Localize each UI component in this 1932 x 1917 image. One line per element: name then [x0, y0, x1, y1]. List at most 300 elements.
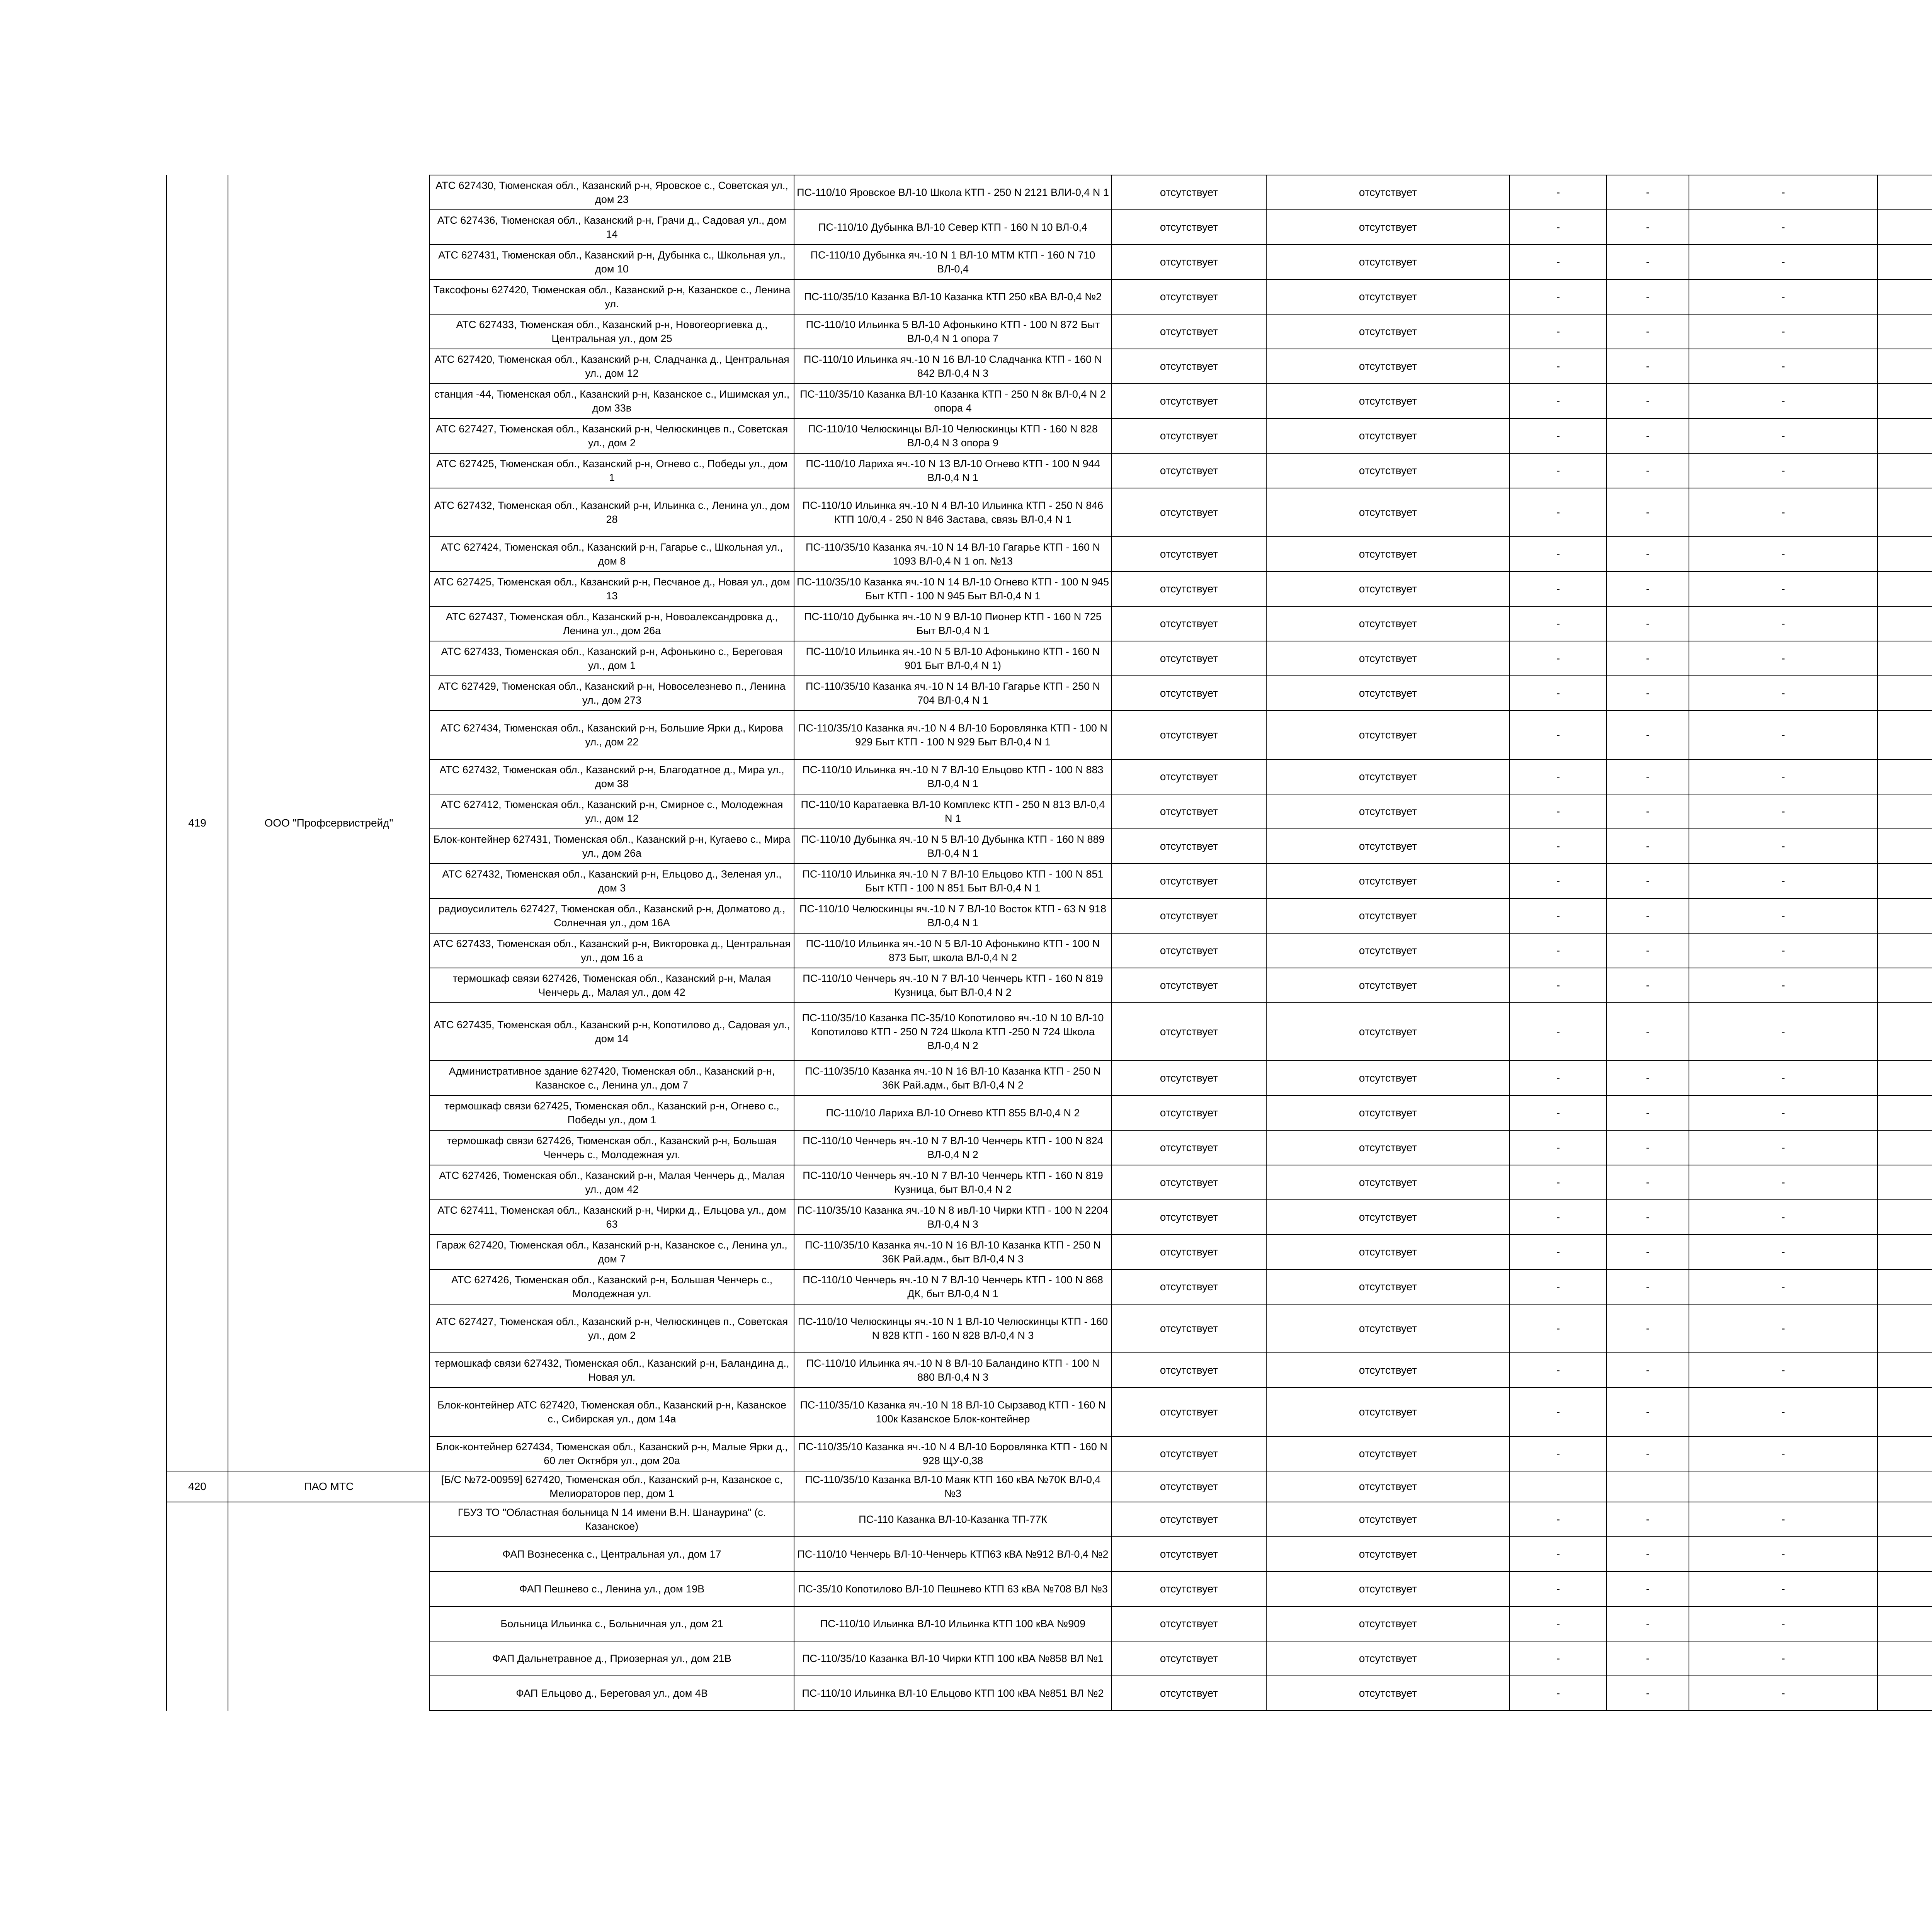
value-cell-7: - [1689, 968, 1878, 1003]
status-cell-2: отсутствует [1266, 1061, 1510, 1095]
table-row [167, 384, 1932, 418]
status-cell-2: отсутствует [1266, 1200, 1510, 1235]
table-row [167, 711, 1932, 759]
value-cell-7: - [1689, 1676, 1878, 1711]
table-row [167, 175, 1932, 210]
value-cell-6: - [1607, 711, 1689, 759]
value-cell-5: - [1510, 794, 1607, 829]
value-cell-6: - [1607, 1061, 1689, 1095]
object-cell: Блок-контейнер АТС 627420, Тюменская обл., Казанский р-н, Казанское с., Сибирская ул., дом 14а [430, 1388, 794, 1436]
value-cell-5: - [1510, 488, 1607, 537]
status-cell-1: отсутствует [1112, 314, 1266, 349]
status-cell-1: отсутствует [1112, 384, 1266, 418]
status-cell-1: отсутствует [1112, 1200, 1266, 1235]
value-cell-7: - [1689, 453, 1878, 488]
value-cell-5: - [1510, 245, 1607, 279]
status-cell-2: отсутствует [1266, 279, 1510, 314]
value-cell-8 [1878, 537, 1932, 572]
object-cell: термошкаф связи 627426, Тюменская обл., Казанский р-н, Большая Ченчерь с., Молодежная ул. [430, 1130, 794, 1165]
value-cell-8 [1878, 1200, 1932, 1235]
table-row [167, 1235, 1932, 1269]
value-cell-7: - [1689, 864, 1878, 898]
value-cell-6: - [1607, 572, 1689, 606]
status-cell-2: отсутствует [1266, 898, 1510, 933]
object-cell: АТС 627425, Тюменская обл., Казанский р-н, Огнево с., Победы ул., дом 1 [430, 453, 794, 488]
status-cell-1: отсутствует [1112, 1130, 1266, 1165]
table-row [167, 488, 1932, 537]
status-cell-1: отсутствует [1112, 641, 1266, 676]
table-row [167, 1130, 1932, 1165]
supply-line-cell: ПС-110/10 Ильинка яч.-10 N 7 ВЛ-10 Ельцово КТП - 100 N 883 ВЛ-0,4 N 1 [794, 759, 1112, 794]
value-cell-6: - [1607, 1304, 1689, 1353]
status-cell-2: отсутствует [1266, 1130, 1510, 1165]
status-cell-2: отсутствует [1266, 418, 1510, 453]
status-cell-2: отсутствует [1266, 711, 1510, 759]
value-cell-6: - [1607, 1003, 1689, 1061]
value-cell-5: - [1510, 933, 1607, 968]
value-cell-6: - [1607, 1641, 1689, 1676]
value-cell-5: - [1510, 1641, 1607, 1676]
value-cell-8 [1878, 1353, 1932, 1388]
status-cell-1: отсутствует [1112, 968, 1266, 1003]
value-cell-5: - [1510, 210, 1607, 245]
status-cell-1: отсутствует [1112, 1537, 1266, 1572]
value-cell-8 [1878, 1436, 1932, 1471]
value-cell-5: - [1510, 175, 1607, 210]
value-cell-7: - [1689, 676, 1878, 711]
value-cell-8 [1878, 1235, 1932, 1269]
object-cell: ФАП Дальнетравное д., Приозерная ул., дом 21В [430, 1641, 794, 1676]
table-row [167, 864, 1932, 898]
status-cell-2: отсутствует [1266, 933, 1510, 968]
value-cell-8 [1878, 641, 1932, 676]
value-cell-8 [1878, 1095, 1932, 1130]
status-cell-1: отсутствует [1112, 245, 1266, 279]
supply-line-cell: ПС-110/10 Челюскинцы яч.-10 N 7 ВЛ-10 Восток КТП - 63 N 918 ВЛ-0,4 N 1 [794, 898, 1112, 933]
table-row [167, 794, 1932, 829]
object-cell: Таксофоны 627420, Тюменская обл., Казанский р-н, Казанское с., Ленина ул. [430, 279, 794, 314]
status-cell-1: отсутствует [1112, 572, 1266, 606]
table-row [167, 968, 1932, 1003]
value-cell-7: - [1689, 1606, 1878, 1641]
status-cell-1: отсутствует [1112, 1436, 1266, 1471]
object-cell: АТС 627436, Тюменская обл., Казанский р-н, Грачи д., Садовая ул., дом 14 [430, 210, 794, 245]
value-cell-7: - [1689, 572, 1878, 606]
status-cell-1: отсутствует [1112, 210, 1266, 245]
value-cell-7: - [1689, 1130, 1878, 1165]
status-cell-2: отсутствует [1266, 968, 1510, 1003]
supply-line-cell: ПС-110/35/10 Казанка яч.-10 N 4 ВЛ-10 Боровлянка КТП - 100 N 929 Быт КТП - 100 N 929 Быт ВЛ-0,4 N 1 [794, 711, 1112, 759]
supply-line-cell: ПС-110/10 Лариха яч.-10 N 13 ВЛ-10 Огнево КТП - 100 N 944 ВЛ-0,4 N 1 [794, 453, 1112, 488]
supply-line-cell: ПС-110/10 Ильинка яч.-10 N 16 ВЛ-10 Сладчанка КТП - 160 N 842 ВЛ-0,4 N 3 [794, 349, 1112, 384]
supply-line-cell: ПС-110/10 Дубынка яч.-10 N 9 ВЛ-10 Пионер КТП - 160 N 725 Быт ВЛ-0,4 N 1 [794, 606, 1112, 641]
supply-line-cell: ПС-110/35/10 Казанка яч.-10 N 14 ВЛ-10 Гагарье КТП - 160 N 1093 ВЛ-0,4 N 1 оп. №13 [794, 537, 1112, 572]
value-cell-6: - [1607, 1676, 1689, 1711]
supply-line-cell: ПС-110 Казанка ВЛ-10-Казанка ТП-77К [794, 1502, 1112, 1537]
table-row [167, 1095, 1932, 1130]
value-cell-5: - [1510, 1388, 1607, 1436]
value-cell-6: - [1607, 1537, 1689, 1572]
value-cell-6: - [1607, 537, 1689, 572]
object-cell: АТС 627433, Тюменская обл., Казанский р-н, Викторовка д., Центральная ул., дом 16 а [430, 933, 794, 968]
value-cell-8 [1878, 1471, 1932, 1502]
value-cell-8 [1878, 175, 1932, 210]
table-row [167, 676, 1932, 711]
status-cell-1: отсутствует [1112, 1003, 1266, 1061]
status-cell-1: отсутствует [1112, 606, 1266, 641]
value-cell-8 [1878, 1165, 1932, 1200]
value-cell-8 [1878, 676, 1932, 711]
status-cell-1: отсутствует [1112, 794, 1266, 829]
value-cell-6: - [1607, 968, 1689, 1003]
value-cell-7 [1689, 1471, 1878, 1502]
value-cell-7: - [1689, 349, 1878, 384]
value-cell-5: - [1510, 453, 1607, 488]
value-cell-5: - [1510, 968, 1607, 1003]
object-cell: АТС 627425, Тюменская обл., Казанский р-н, Песчаное д., Новая ул., дом 13 [430, 572, 794, 606]
value-cell-8 [1878, 1130, 1932, 1165]
object-cell: АТС 627427, Тюменская обл., Казанский р-н, Челюскинцев п., Советская ул., дом 2 [430, 1304, 794, 1353]
value-cell-8 [1878, 245, 1932, 279]
value-cell-5: - [1510, 1537, 1607, 1572]
supply-line-cell: ПС-110/35/10 Казанка яч.-10 N 18 ВЛ-10 Сырзавод КТП - 160 N 100к Казанское Блок-контейнер [794, 1388, 1112, 1436]
value-cell-7: - [1689, 1304, 1878, 1353]
status-cell-1: отсутствует [1112, 711, 1266, 759]
value-cell-5: - [1510, 1130, 1607, 1165]
object-cell: ГБУЗ ТО "Областная больница N 14 имени В.Н. Шанаурина" (с. Казанское) [430, 1502, 794, 1537]
status-cell-1: отсутствует [1112, 1388, 1266, 1436]
value-cell-5: - [1510, 1436, 1607, 1471]
status-cell-1: отсутствует [1112, 1502, 1266, 1537]
status-cell-2: отсутствует [1266, 1003, 1510, 1061]
value-cell-6: - [1607, 349, 1689, 384]
value-cell-7: - [1689, 641, 1878, 676]
object-cell: АТС 627431, Тюменская обл., Казанский р-н, Дубынка с., Школьная ул., дом 10 [430, 245, 794, 279]
value-cell-6: - [1607, 829, 1689, 864]
value-cell-6: - [1607, 175, 1689, 210]
value-cell-5: - [1510, 641, 1607, 676]
table-row [167, 1003, 1932, 1061]
table-row [167, 1269, 1932, 1304]
value-cell-5: - [1510, 1235, 1607, 1269]
value-cell-7: - [1689, 933, 1878, 968]
value-cell-6: - [1607, 1200, 1689, 1235]
supply-line-cell: ПС-110/10 Каратаевка ВЛ-10 Комплекс КТП - 250 N 813 ВЛ-0,4 N 1 [794, 794, 1112, 829]
status-cell-1: отсутствует [1112, 279, 1266, 314]
value-cell-7: - [1689, 418, 1878, 453]
object-cell: ФАП Вознесенка с., Центральная ул., дом 17 [430, 1537, 794, 1572]
value-cell-7: - [1689, 245, 1878, 279]
status-cell-2: отсутствует [1266, 349, 1510, 384]
value-cell-8 [1878, 933, 1932, 968]
status-cell-2: отсутствует [1266, 1606, 1510, 1641]
object-cell: Блок-контейнер 627434, Тюменская обл., Казанский р-н, Малые Ярки д., 60 лет Октября ул., дом 20а [430, 1436, 794, 1471]
supply-line-cell: ПС-35/10 Копотилово ВЛ-10 Пешнево КТП 63 кВА №708 ВЛ №3 [794, 1572, 1112, 1606]
object-cell: АТС 627426, Тюменская обл., Казанский р-н, Малая Ченчерь д., Малая ул., дом 42 [430, 1165, 794, 1200]
status-cell-2: отсутствует [1266, 1304, 1510, 1353]
status-cell-2: отсутствует [1266, 453, 1510, 488]
object-cell: АТС 627432, Тюменская обл., Казанский р-н, Благодатное д., Мира ул., дом 38 [430, 759, 794, 794]
status-cell-1: отсутствует [1112, 418, 1266, 453]
value-cell-5: - [1510, 676, 1607, 711]
supply-line-cell: ПС-110/10 Дубынка яч.-10 N 5 ВЛ-10 Дубынка КТП - 160 N 889 ВЛ-0,4 N 1 [794, 829, 1112, 864]
table-row [167, 898, 1932, 933]
object-cell: АТС 627433, Тюменская обл., Казанский р-н, Новогеоргиевка д., Центральная ул., дом 25 [430, 314, 794, 349]
status-cell-2: отсутствует [1266, 641, 1510, 676]
value-cell-7: - [1689, 279, 1878, 314]
value-cell-8 [1878, 488, 1932, 537]
value-cell-5: - [1510, 279, 1607, 314]
supply-line-cell: ПС-110/10 Дубынка яч.-10 N 1 ВЛ-10 МТМ КТП - 160 N 710 ВЛ-0,4 [794, 245, 1112, 279]
object-cell: станция -44, Тюменская обл., Казанский р-н, Казанское с., Ишимская ул., дом 33в [430, 384, 794, 418]
value-cell-6: - [1607, 864, 1689, 898]
value-cell-6: - [1607, 245, 1689, 279]
status-cell-2: отсутствует [1266, 759, 1510, 794]
value-cell-7: - [1689, 1165, 1878, 1200]
value-cell-8 [1878, 759, 1932, 794]
table-body [167, 175, 1932, 1711]
supply-line-cell: ПС-110/35/10 Казанка яч.-10 N 14 ВЛ-10 Гагарье КТП - 250 N 704 ВЛ-0,4 N 1 [794, 676, 1112, 711]
value-cell-6: - [1607, 1095, 1689, 1130]
status-cell-2: отсутствует [1266, 314, 1510, 349]
status-cell-2: отсутствует [1266, 245, 1510, 279]
value-cell-7: - [1689, 488, 1878, 537]
status-cell-1: отсутствует [1112, 488, 1266, 537]
table-row [167, 1606, 1932, 1641]
status-cell-2: отсутствует [1266, 1388, 1510, 1436]
status-cell-1: отсутствует [1112, 676, 1266, 711]
value-cell-7: - [1689, 210, 1878, 245]
supply-line-cell: ПС-110/10 Ильинка ВЛ-10 Ельцово КТП 100 кВА №851 ВЛ №2 [794, 1676, 1112, 1711]
object-cell: ФАП Пешнево с., Ленина ул., дом 19В [430, 1572, 794, 1606]
value-cell-6: - [1607, 210, 1689, 245]
supply-line-cell: ПС-110/10 Ченчерь яч.-10 N 7 ВЛ-10 Ченчерь КТП - 100 N 824 ВЛ-0,4 N 2 [794, 1130, 1112, 1165]
status-cell-2: отсутствует [1266, 210, 1510, 245]
object-cell: АТС 627434, Тюменская обл., Казанский р-н, Большие Ярки д., Кирова ул., дом 22 [430, 711, 794, 759]
value-cell-5: - [1510, 349, 1607, 384]
object-cell: термошкаф связи 627432, Тюменская обл., Казанский р-н, Баландина д., Новая ул. [430, 1353, 794, 1388]
value-cell-6: - [1607, 1130, 1689, 1165]
status-cell-2: отсутствует [1266, 1095, 1510, 1130]
table-row [167, 537, 1932, 572]
value-cell-6: - [1607, 453, 1689, 488]
value-cell-8 [1878, 1606, 1932, 1641]
value-cell-6: - [1607, 1572, 1689, 1606]
value-cell-5 [1510, 1471, 1607, 1502]
value-cell-5: - [1510, 1200, 1607, 1235]
status-cell-1: отсутствует [1112, 1606, 1266, 1641]
value-cell-5: - [1510, 537, 1607, 572]
value-cell-8 [1878, 711, 1932, 759]
status-cell-1: отсутствует [1112, 829, 1266, 864]
value-cell-6: - [1607, 384, 1689, 418]
value-cell-7: - [1689, 711, 1878, 759]
value-cell-8 [1878, 1003, 1932, 1061]
value-cell-7: - [1689, 1003, 1878, 1061]
object-cell: Гараж 627420, Тюменская обл., Казанский р-н, Казанское с., Ленина ул., дом 7 [430, 1235, 794, 1269]
value-cell-8 [1878, 453, 1932, 488]
supply-line-cell: ПС-110/35/10 Казанка яч.-10 N 8 ивЛ-10 Чирки КТП - 100 N 2204 ВЛ-0,4 N 3 [794, 1200, 1112, 1235]
status-cell-1: отсутствует [1112, 864, 1266, 898]
value-cell-7: - [1689, 898, 1878, 933]
table-row [167, 245, 1932, 279]
table-row [167, 1502, 1932, 1537]
value-cell-7: - [1689, 1353, 1878, 1388]
status-cell-1: отсутствует [1112, 1095, 1266, 1130]
value-cell-5: - [1510, 1676, 1607, 1711]
status-cell-2: отсутствует [1266, 1269, 1510, 1304]
supply-line-cell: ПС-110/10 Ченчерь яч.-10 N 7 ВЛ-10 Ченчерь КТП - 160 N 819 Кузница, быт ВЛ-0,4 N 2 [794, 968, 1112, 1003]
status-cell-1: отсутствует [1112, 1165, 1266, 1200]
value-cell-6: - [1607, 1606, 1689, 1641]
value-cell-8 [1878, 279, 1932, 314]
value-cell-8 [1878, 314, 1932, 349]
status-cell-1: отсутствует [1112, 1572, 1266, 1606]
object-cell: Административное здание 627420, Тюменская обл., Казанский р-н, Казанское с., Ленина ул., дом 7 [430, 1061, 794, 1095]
value-cell-6: - [1607, 488, 1689, 537]
value-cell-8 [1878, 1676, 1932, 1711]
status-cell-1: отсутствует [1112, 1641, 1266, 1676]
value-cell-8 [1878, 1269, 1932, 1304]
value-cell-6 [1607, 1471, 1689, 1502]
value-cell-7: - [1689, 314, 1878, 349]
value-cell-7: - [1689, 1235, 1878, 1269]
status-cell-1: отсутствует [1112, 537, 1266, 572]
value-cell-5: - [1510, 1572, 1607, 1606]
object-cell: АТС 627427, Тюменская обл., Казанский р-н, Челюскинцев п., Советская ул., дом 2 [430, 418, 794, 453]
status-cell-2: отсутствует [1266, 1537, 1510, 1572]
table-row [167, 1676, 1932, 1711]
status-cell-1: отсутствует [1112, 1235, 1266, 1269]
value-cell-5: - [1510, 1502, 1607, 1537]
value-cell-6: - [1607, 1502, 1689, 1537]
value-cell-7: - [1689, 1537, 1878, 1572]
table-row [167, 1388, 1932, 1436]
status-cell-2: отсутствует [1266, 1502, 1510, 1537]
table-row [167, 1436, 1932, 1471]
group-number-cell [167, 1502, 228, 1711]
status-cell-2: отсутствует [1266, 829, 1510, 864]
value-cell-6: - [1607, 759, 1689, 794]
supply-line-cell: ПС-110/10 Ильинка яч.-10 N 5 ВЛ-10 Афонькино КТП - 160 N 901 Быт ВЛ-0,4 N 1) [794, 641, 1112, 676]
object-cell: АТС 627424, Тюменская обл., Казанский р-н, Гагарье с., Школьная ул., дом 8 [430, 537, 794, 572]
value-cell-8 [1878, 898, 1932, 933]
status-cell-1: отсутствует [1112, 1269, 1266, 1304]
object-cell: АТС 627430, Тюменская обл., Казанский р-н, Яровское с., Советская ул., дом 23 [430, 175, 794, 210]
object-cell: АТС 627433, Тюменская обл., Казанский р-н, Афонькино с., Береговая ул., дом 1 [430, 641, 794, 676]
object-cell: ФАП Ельцово д., Береговая ул., дом 4В [430, 1676, 794, 1711]
supply-line-cell: ПС-110/35/10 Казанка яч.-10 N 16 ВЛ-10 Казанка КТП - 250 N 36К Рай.адм., быт ВЛ-0,4 N 2 [794, 1061, 1112, 1095]
value-cell-6: - [1607, 1235, 1689, 1269]
status-cell-1: отсутствует [1112, 349, 1266, 384]
supply-line-cell: ПС-110/35/10 Казанка ПС-35/10 Копотилово яч.-10 N 10 ВЛ-10 Копотилово КТП - 250 N 724 Школа КТП -250 N 724 Школа ВЛ-0,4 N 2 [794, 1003, 1112, 1061]
object-cell: АТС 627420, Тюменская обл., Казанский р-н, Сладчанка д., Центральная ул., дом 12 [430, 349, 794, 384]
status-cell-2: отсутствует [1266, 1436, 1510, 1471]
table-row [167, 210, 1932, 245]
table-row [167, 1353, 1932, 1388]
table-row [167, 349, 1932, 384]
supply-line-cell: ПС-110/35/10 Казанка ВЛ-10 Маяк КТП 160 кВА №70К ВЛ-0,4 №3 [794, 1471, 1112, 1502]
value-cell-7: - [1689, 537, 1878, 572]
table-row [167, 1471, 1932, 1502]
value-cell-6: - [1607, 1436, 1689, 1471]
table-row [167, 606, 1932, 641]
value-cell-7: - [1689, 759, 1878, 794]
supply-line-cell: ПС-110/35/10 Казанка яч.-10 N 16 ВЛ-10 Казанка КТП - 250 N 36К Рай.адм., быт ВЛ-0,4 N 3 [794, 1235, 1112, 1269]
status-cell-1: отсутствует [1112, 175, 1266, 210]
status-cell-1: отсутствует [1112, 1304, 1266, 1353]
object-cell: [Б/С №72-00959] 627420, Тюменская обл., Казанский р-н, Казанское с, Мелиораторов пер, дом 1 [430, 1471, 794, 1502]
supply-line-cell: ПС-110/10 Ильинка яч.-10 N 4 ВЛ-10 Ильинка КТП - 250 N 846 КТП 10/0,4 - 250 N 846 Застава, связь ВЛ-0,4 N 1 [794, 488, 1112, 537]
value-cell-7: - [1689, 1572, 1878, 1606]
supply-line-cell: ПС-110/10 Ильинка яч.-10 N 7 ВЛ-10 Ельцово КТП - 100 N 851 Быт КТП - 100 N 851 Быт ВЛ-0,4 N 1 [794, 864, 1112, 898]
supply-line-cell: ПС-110/10 Ченчерь яч.-10 N 7 ВЛ-10 Ченчерь КТП - 100 N 868 ДК, быт ВЛ-0,4 N 1 [794, 1269, 1112, 1304]
value-cell-5: - [1510, 1165, 1607, 1200]
value-cell-5: - [1510, 1095, 1607, 1130]
value-cell-8 [1878, 572, 1932, 606]
table-row [167, 1641, 1932, 1676]
status-cell-2: отсутствует [1266, 1353, 1510, 1388]
supply-line-cell: ПС-110/35/10 Казанка яч.-10 N 4 ВЛ-10 Боровлянка КТП - 160 N 928 ЩУ-0,38 [794, 1436, 1112, 1471]
status-cell-2: отсутствует [1266, 1165, 1510, 1200]
value-cell-8 [1878, 829, 1932, 864]
status-cell-2: отсутствует [1266, 384, 1510, 418]
supply-line-cell: ПС-110/35/10 Казанка яч.-10 N 14 ВЛ-10 Огнево КТП - 100 N 945 Быт КТП - 100 N 945 Быт ВЛ-0,4 N 1 [794, 572, 1112, 606]
table-row [167, 1537, 1932, 1572]
value-cell-7: - [1689, 1436, 1878, 1471]
value-cell-5: - [1510, 1061, 1607, 1095]
table-row [167, 641, 1932, 676]
value-cell-7: - [1689, 1095, 1878, 1130]
status-cell-2: отсутствует [1266, 864, 1510, 898]
value-cell-8 [1878, 349, 1932, 384]
object-cell: АТС 627412, Тюменская обл., Казанский р-н, Смирное с., Молодежная ул., дом 12 [430, 794, 794, 829]
supply-line-cell: ПС-110/35/10 Казанка ВЛ-10 Казанка КТП - 250 N 8к ВЛ-0,4 N 2 опора 4 [794, 384, 1112, 418]
status-cell-1: отсутствует [1112, 1471, 1266, 1502]
value-cell-6: - [1607, 1165, 1689, 1200]
status-cell-1: отсутствует [1112, 759, 1266, 794]
value-cell-5: - [1510, 1606, 1607, 1641]
status-cell-2: отсутствует [1266, 606, 1510, 641]
object-cell: Больница Ильинка с., Больничная ул., дом 21 [430, 1606, 794, 1641]
supply-line-cell: ПС-110/10 Челюскинцы ВЛ-10 Челюскинцы КТП - 160 N 828 ВЛ-0,4 N 3 опора 9 [794, 418, 1112, 453]
supply-line-cell: ПС-110/35/10 Казанка ВЛ-10 Чирки КТП 100 кВА №858 ВЛ №1 [794, 1641, 1112, 1676]
object-cell: АТС 627411, Тюменская обл., Казанский р-н, Чирки д., Ельцова ул., дом 63 [430, 1200, 794, 1235]
value-cell-8 [1878, 418, 1932, 453]
supply-line-cell: ПС-110/10 Дубынка ВЛ-10 Север КТП - 160 N 10 ВЛ-0,4 [794, 210, 1112, 245]
table-row [167, 453, 1932, 488]
value-cell-6: - [1607, 898, 1689, 933]
value-cell-5: - [1510, 759, 1607, 794]
value-cell-6: - [1607, 641, 1689, 676]
object-cell: АТС 627426, Тюменская обл., Казанский р-н, Большая Ченчерь с., Молодежная ул. [430, 1269, 794, 1304]
value-cell-8 [1878, 864, 1932, 898]
organization-cell [228, 1502, 430, 1711]
value-cell-6: - [1607, 1269, 1689, 1304]
table-row [167, 572, 1932, 606]
value-cell-8 [1878, 606, 1932, 641]
value-cell-6: - [1607, 418, 1689, 453]
supply-line-cell: ПС-110/35/10 Казанка ВЛ-10 Казанка КТП 250 кВА ВЛ-0,4 №2 [794, 279, 1112, 314]
connections-table [166, 175, 1932, 1711]
object-cell: радиоусилитель 627427, Тюменская обл., Казанский р-н, Долматово д., Солнечная ул., дом 16А [430, 898, 794, 933]
value-cell-7: - [1689, 1641, 1878, 1676]
status-cell-1: отсутствует [1112, 1061, 1266, 1095]
table-row [167, 418, 1932, 453]
value-cell-5: - [1510, 384, 1607, 418]
object-cell: АТС 627435, Тюменская обл., Казанский р-н, Копотилово д., Садовая ул., дом 14 [430, 1003, 794, 1061]
group-number-cell: 419 [167, 175, 228, 1471]
